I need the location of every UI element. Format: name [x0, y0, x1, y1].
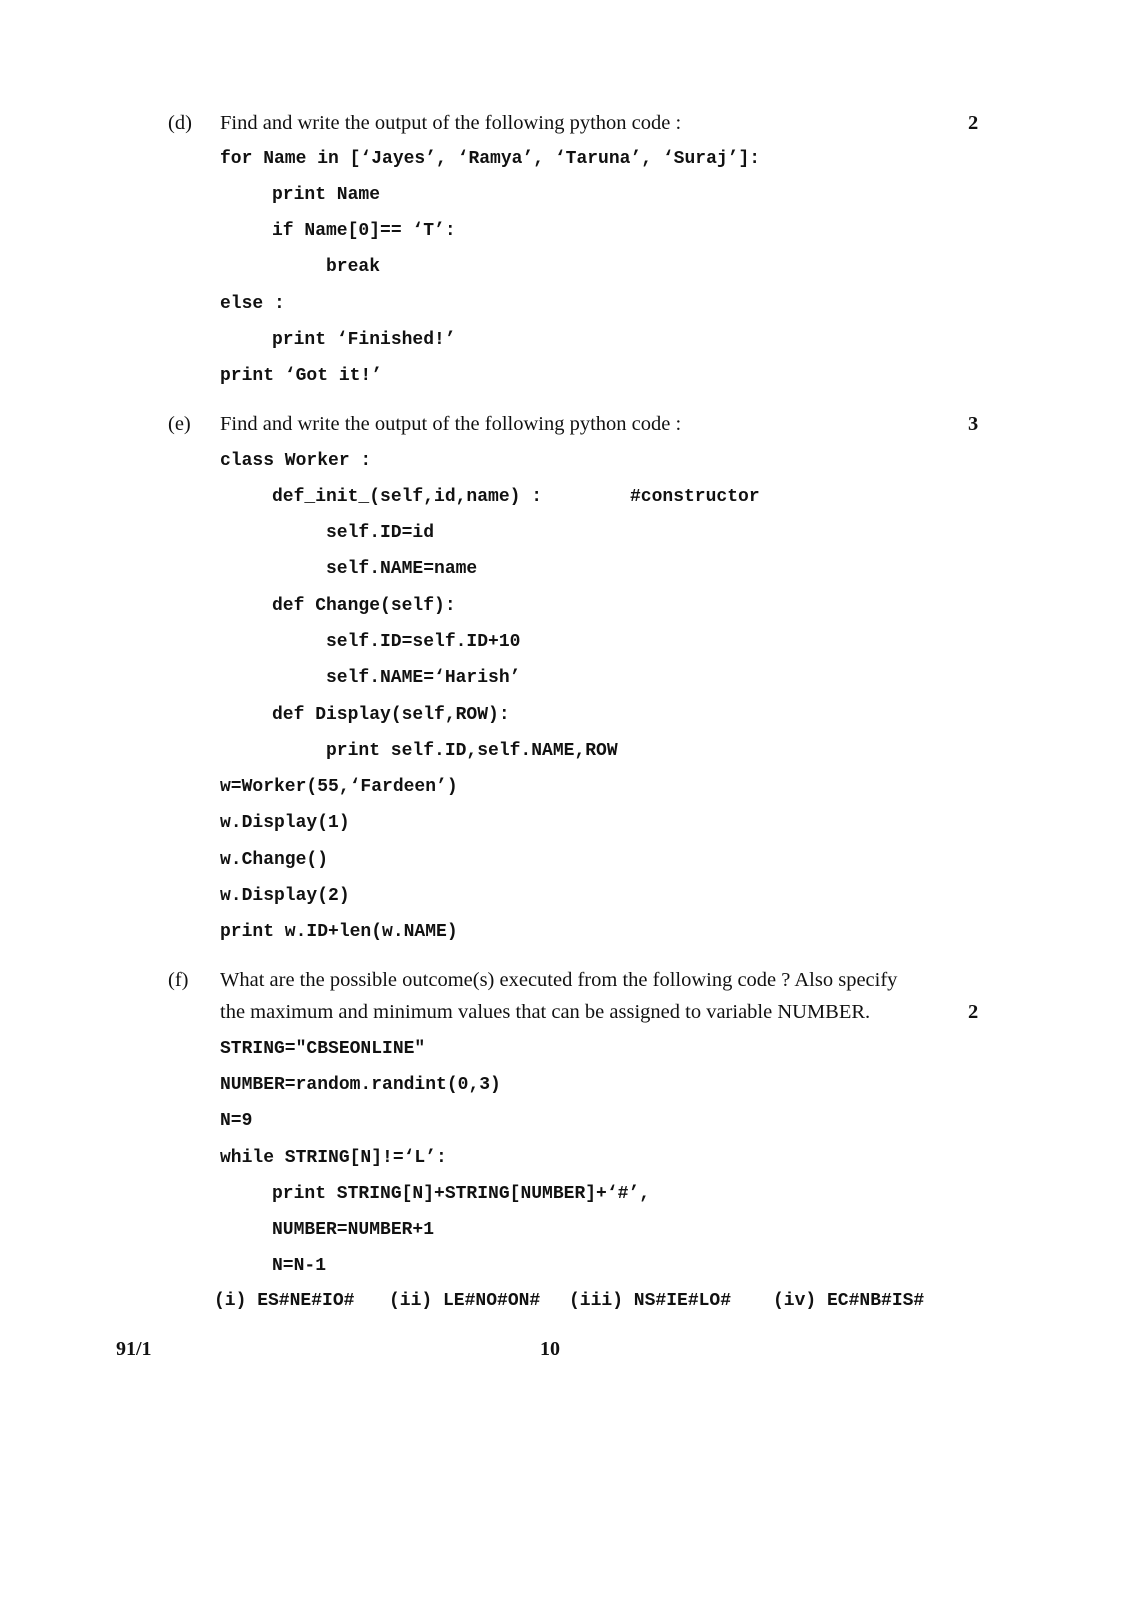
- code-line: for Name in [‘Jayes’, ‘Ramya’, ‘Taruna’, ‘Suraj’]:: [220, 149, 761, 169]
- code-line: break: [326, 257, 381, 277]
- code-line: NUMBER=NUMBER+1: [272, 1220, 435, 1240]
- code-line: w.Change(): [220, 850, 329, 870]
- question-d-marks: 2: [968, 112, 979, 134]
- code-line: while STRING[N]!=‘L’:: [220, 1148, 447, 1168]
- question-d-text: Find and write the output of the following python code :: [220, 112, 682, 134]
- code-line: NUMBER=random.randint(0,3): [220, 1075, 501, 1095]
- question-e-marks: 3: [968, 413, 979, 435]
- page-number: 10: [540, 1338, 560, 1360]
- code-line: def_init_(self,id,name) :: [272, 487, 543, 507]
- code-line: print self.ID,self.NAME,ROW: [326, 741, 618, 761]
- code-line: w.Display(2): [220, 886, 350, 906]
- code-line: w.Display(1): [220, 813, 350, 833]
- code-line: self.NAME=‘Harish’: [326, 668, 521, 688]
- question-e-text: Find and write the output of the following python code :: [220, 413, 682, 435]
- paper-code: 91/1: [116, 1338, 152, 1360]
- option-i: (i) ES#NE#IO#: [214, 1291, 355, 1311]
- code-line: else :: [220, 294, 285, 314]
- code-line: print ‘Got it!’: [220, 366, 383, 386]
- code-comment: #constructor: [630, 487, 760, 507]
- question-d-label: (d): [168, 112, 192, 134]
- code-line: w=Worker(55,‘Fardeen’): [220, 777, 458, 797]
- code-line: print ‘Finished!’: [272, 330, 456, 350]
- option-iv: (iv) EC#NB#IS#: [773, 1291, 925, 1311]
- question-f-text-line1: What are the possible outcome(s) executed from the following code ? Also specify: [220, 969, 898, 991]
- code-line: def Display(self,ROW):: [272, 705, 510, 725]
- option-ii: (ii) LE#NO#ON#: [389, 1291, 541, 1311]
- question-e-label: (e): [168, 413, 191, 435]
- code-line: self.ID=self.ID+10: [326, 632, 521, 652]
- code-line: def Change(self):: [272, 596, 456, 616]
- code-line: print Name: [272, 185, 381, 205]
- code-line: if Name[0]== ‘T’:: [272, 221, 456, 241]
- code-line: class Worker :: [220, 451, 372, 471]
- code-line: STRING="CBSEONLINE": [220, 1039, 426, 1059]
- code-line: print w.ID+len(w.NAME): [220, 922, 458, 942]
- option-iii: (iii) NS#IE#LO#: [569, 1291, 732, 1311]
- code-line: N=N-1: [272, 1256, 327, 1276]
- code-line: N=9: [220, 1111, 253, 1131]
- question-f-marks: 2: [968, 1001, 979, 1023]
- question-f-text-line2: the maximum and minimum values that can be assigned to variable NUMBER.: [220, 1001, 871, 1023]
- code-line: self.ID=id: [326, 523, 435, 543]
- code-line: print STRING[N]+STRING[NUMBER]+‘#’,: [272, 1184, 651, 1204]
- code-line: self.NAME=name: [326, 559, 478, 579]
- question-f-label: (f): [168, 969, 189, 991]
